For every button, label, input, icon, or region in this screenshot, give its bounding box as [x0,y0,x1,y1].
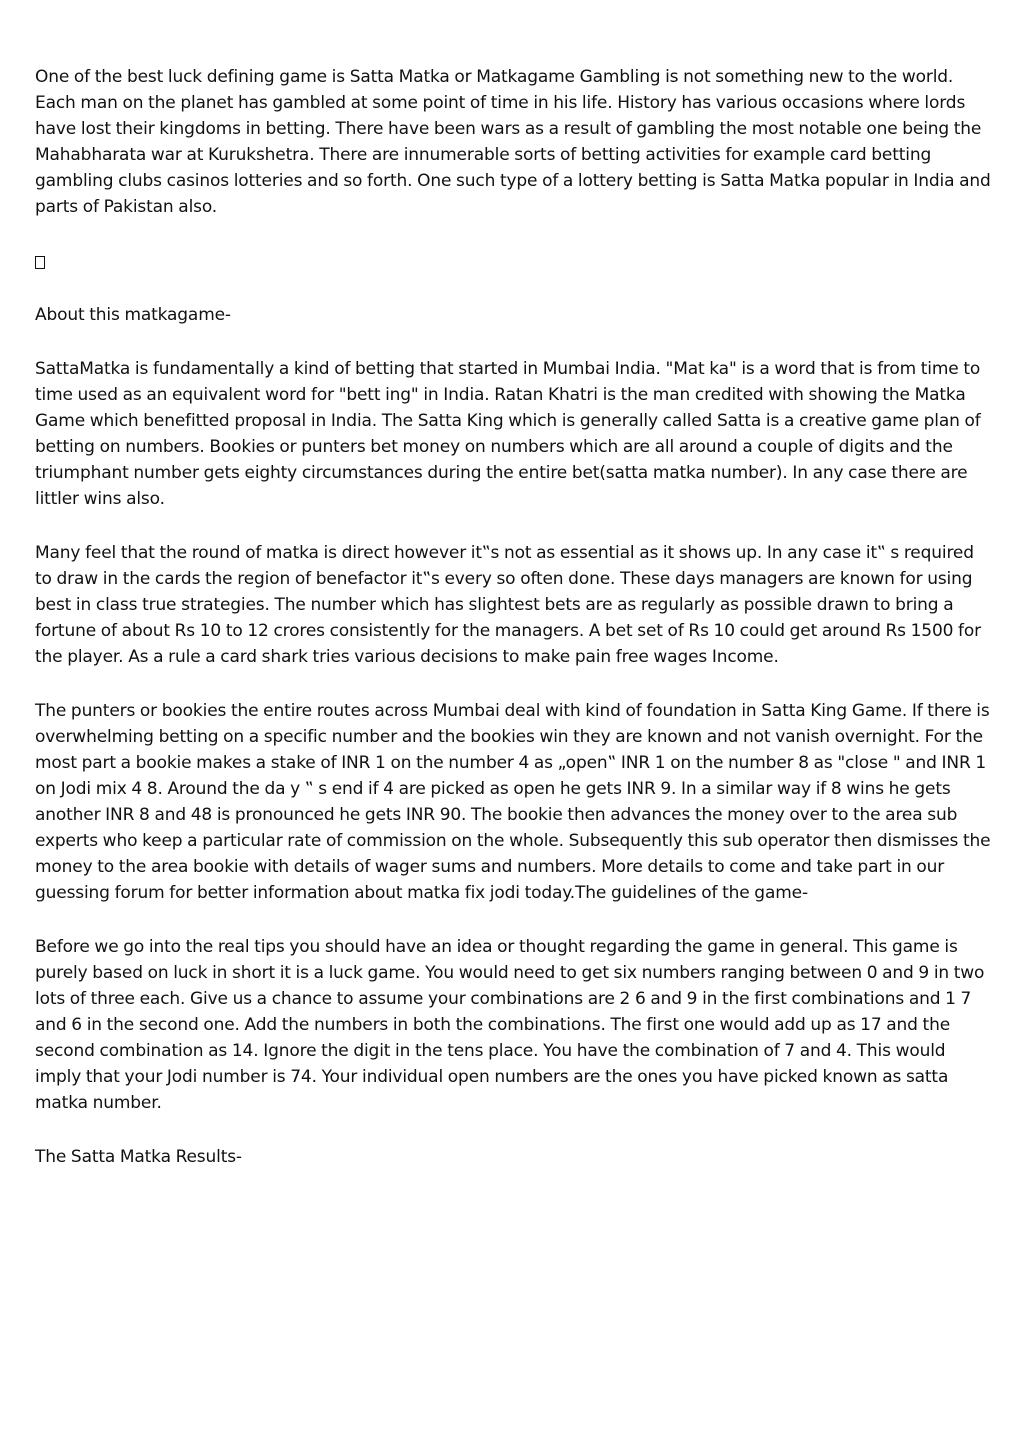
heading-results: The Satta Matka Results- [35,1147,242,1167]
paragraph-tips: Before we go into the real tips you should have an idea or thought regarding the game in general. This game is purely based on luck in short it is a luck game. You would need to get six numbers ranging between 0 and 9 in two lots of three each. Give us a chance to assume your combinations are 2 6 and 9 in the first combinations and 1 7 and 6 in the second one. Add the numbers in both the combinations. The first one would add up as 17 and the second combination as 14. Ignore the digit in the tens place. You have the combination of 7 and 4. This would imply that your Jodi number is 74. Your individual open numbers are the ones you have picked known as satta matka number. [35,937,985,1113]
paragraph-strategy: Many feel that the round of matka is direct however it‟s not as essential as it shows up. In any case it‟ s required to draw in the cards the region of benefactor it‟s every so often done. These days managers are known for using best in class true strategies. The number which has slightest bets are as regularly as possible drawn to bring a fortune of about Rs 10 to 12 crores consistently for the managers. A bet set of Rs 10 could get around Rs 1500 for the player. As a rule a card shark tries various decisions to make pain free wages Income. [35,543,981,667]
paragraph-about: SattaMatka is fundamentally a kind of betting that started in Mumbai India. "Mat ka" is a word that is from time to time used as an equivalent word for "bett ing" in India. Ratan Khatri is the man credited with showing the Matka Game which benefitted proposal in India. The Satta King which is generally called Satta is a creative game plan of betting on numbers. Bookies or punters bet money on numbers which are all around a couple of digits and the triumphant number gets eighty circumstances during the entire bet(satta matka number). In any case there are littler wins also. [35,359,981,509]
paragraph-bookies: The punters or bookies the entire routes across Mumbai deal with kind of foundation in Satta King Game. If there is overwhelming betting on a specific number and the bookies win they are known and not vanish overnight. For the most part a bookie makes a stake of INR 1 on the number 4 as „open‟ INR 1 on the number 8 as "close " and INR 1 on Jodi mix 4 8. Around the da y ‟ s end if 4 are picked as open he gets INR 9. In a similar way if 8 wins he gets another INR 8 and 48 is pronounced he gets INR 90. The bookie then advances the money over to the area sub experts who keep a particular rate of commission on the whole. Subsequently this sub operator then dismisses the money to the area bookie with details of wager sums and numbers. More details to come and take part in our guessing forum for better information about matka fix jodi today.The guidelines of the game- [35,701,991,903]
heading-about: About this matkagame- [35,305,231,325]
document-body [35,64,993,1198]
placeholder-glyph [35,248,993,274]
missing-glyph-icon [35,256,45,269]
paragraph-intro: One of the best luck defining game is Satta Matka or Matkagame Gambling is not something new to the world. Each man on the planet has gambled at some point of time in his life. History has various occasions where lords have lost their kingdoms in betting. There have been wars as a result of gambling the most notable one being the Mahabharata war at Kurukshetra. There are innumerable sorts of betting activities for example card betting gambling clubs casinos lotteries and so forth. One such type of a lottery betting is Satta Matka popular in India and parts of Pakistan also. [35,67,991,217]
